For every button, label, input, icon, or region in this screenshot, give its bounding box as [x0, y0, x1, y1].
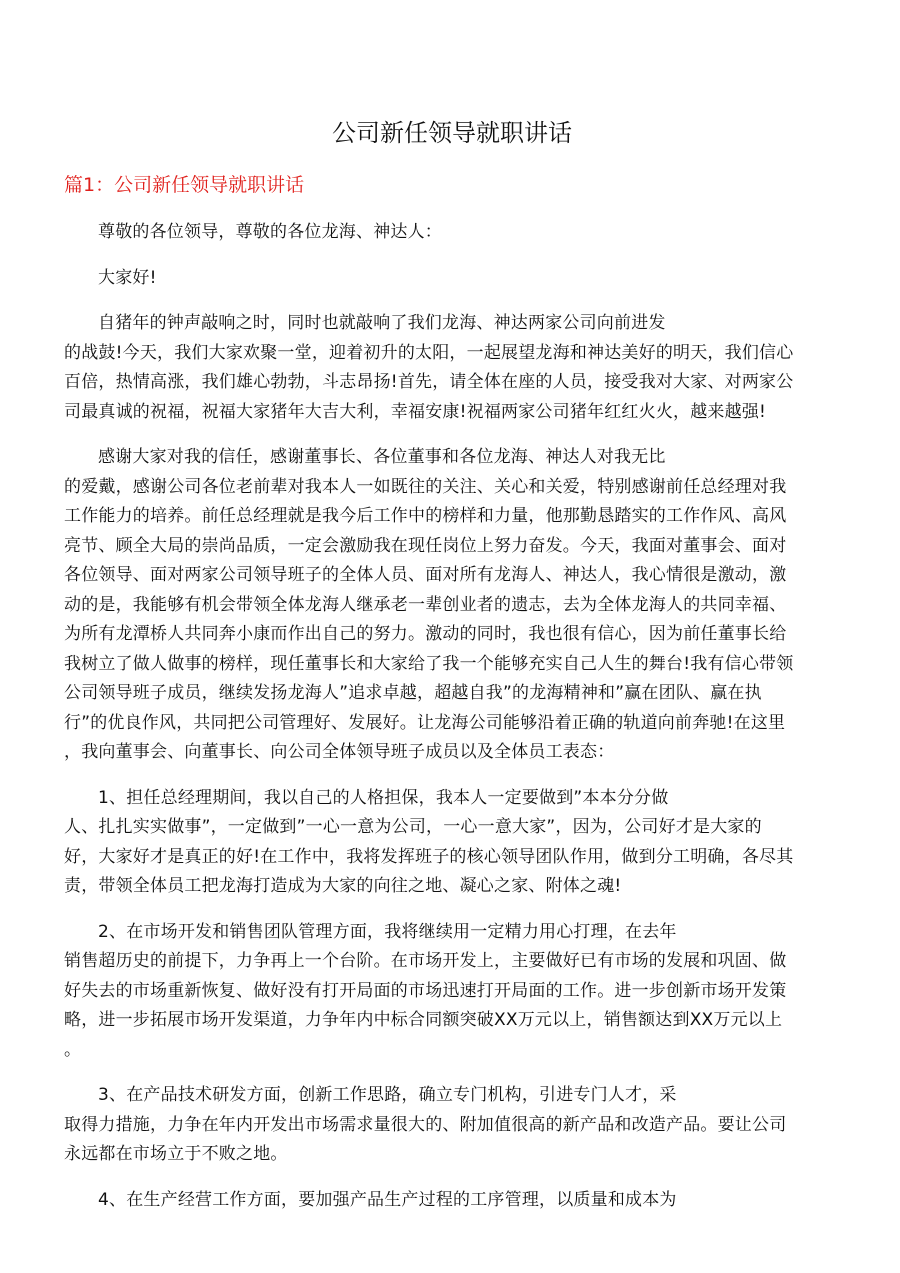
- text-line: 尊敬的各位领导，尊敬的各位龙海、神达人：: [98, 222, 442, 242]
- text-line: 取得力措施，力争在年内开发出市场需求量很大的、附加值很高的新产品和改造产品。要让公司: [64, 1114, 787, 1135]
- text-line: 人、扎扎实实做事”，一定做到”一心一意为公司，一心一意大家”，因为，公司好才是大家的: [64, 817, 762, 837]
- paragraph: [64, 918, 840, 1066]
- paragraph: [64, 443, 840, 768]
- text-line: 责，带领全体员工把龙海打造成为大家的向往之地、凝心之家、附体之魂!: [64, 876, 622, 896]
- text-line: 工作能力的培养。前任总经理就是我今后工作中的榜样和力量，他那勤恳踏实的工作作风、高风: [64, 506, 787, 526]
- text-line: 亮节、顾全大局的崇尚品质，一定会激励我在现任岗位上努力奋发。今天，我面对董事会、面对: [64, 535, 787, 556]
- text-line: 百倍，热情高涨，我们雄心勃勃，斗志昂扬!首先，请全体在座的人员，接受我对大家、对两家公: [64, 372, 794, 392]
- text-line: 2、在市场开发和销售团队管理方面，我将继续用一定精力用心打理，在去年: [98, 921, 677, 942]
- text-line: 1、担任总经理期间，我以自己的人格担保，我本人一定要做到”本本分分做: [98, 787, 669, 808]
- text-line: 行”的优良作风，共同把公司管理好、发展好。让龙海公司能够沿着正确的轨道向前奔驰!在这里: [64, 712, 786, 733]
- text-line: 销售超历史的前提下，力争再上一个台阶。在市场开发上，主要做好已有市场的发展和巩固、做: [64, 951, 787, 971]
- text-line: 永远都在市场立于不败之地。: [64, 1144, 288, 1164]
- text-line: 为所有龙潭桥人共同奔小康而作出自己的努力。激动的同时，我也很有信心，因为前任董事长给: [64, 624, 787, 644]
- text-line: 大家好!: [98, 267, 157, 288]
- paragraph: [64, 218, 840, 248]
- text-line: 动的是，我能够有机会带领全体龙海人继承老一辈创业者的遗志，去为全体龙海人的共同幸福、: [64, 594, 787, 615]
- text-line: 我树立了做人做事的榜样，现任董事长和大家给了我一个能够充实自己人生的舞台!我有信心带领: [64, 653, 794, 674]
- text-line: 略，进一步拓展市场开发渠道，力争年内中标合同额突破XX万元以上，销售额达到XX万元以上: [64, 1010, 783, 1030]
- section-heading: 篇1：公司新任领导就职讲话: [64, 174, 305, 196]
- text-line: 的爱戴，感谢公司各位老前辈对我本人一如既往的关注、关心和关爱，特别感谢前任总经理对我: [64, 476, 787, 497]
- paragraph: [64, 1081, 840, 1170]
- text-line: 司最真诚的祝福，祝福大家猪年大吉大利，幸福安康!祝福两家公司猪年红红火火，越来越强!: [64, 401, 767, 422]
- text-line: 公司领导班子成员，继续发扬龙海人”追求卓越，超越自我”的龙海精神和”赢在团队、赢在执: [64, 683, 762, 703]
- text-line: 的战鼓!今天，我们大家欢聚一堂，迎着初升的太阳，一起展望龙海和神达美好的明天，我们信心: [64, 342, 794, 363]
- text-line: 感谢大家对我的信任，感谢董事长、各位董事和各位龙海、神达人对我无比: [98, 447, 666, 467]
- text-line: 4、在生产经营工作方面，要加强产品生产过程的工序管理，以质量和成本为: [98, 1189, 677, 1210]
- document-title: 公司新任领导就职讲话: [332, 119, 572, 147]
- text-line: 3、在产品技术研发方面，创新工作思路，确立专门机构，引进专门人才，采: [98, 1085, 677, 1105]
- text-line: ，我向董事会、向董事长、向公司全体领导班子成员以及全体员工表态：: [64, 742, 615, 762]
- text-line: 好，大家好才是真正的好!在工作中，我将发挥班子的核心领导团队作用，做到分工明确，各尽其: [64, 846, 794, 867]
- paragraph: [64, 264, 840, 294]
- text-line: 好失去的市场重新恢复、做好没有打开局面的市场迅速打开局面的工作。进一步创新市场开发策: [64, 980, 787, 1001]
- text-line: 。: [64, 1039, 82, 1060]
- paragraph: [64, 309, 840, 427]
- document-body: [64, 218, 840, 1231]
- paragraph: [64, 1186, 840, 1216]
- text-line: 各位领导、面对两家公司领导班子的全体人员、面对所有龙海人、神达人，我心情很是激动，激: [64, 565, 787, 585]
- paragraph: [64, 784, 840, 902]
- text-line: 自猪年的钟声敲响之时，同时也就敲响了我们龙海、神达两家公司向前进发: [98, 313, 666, 333]
